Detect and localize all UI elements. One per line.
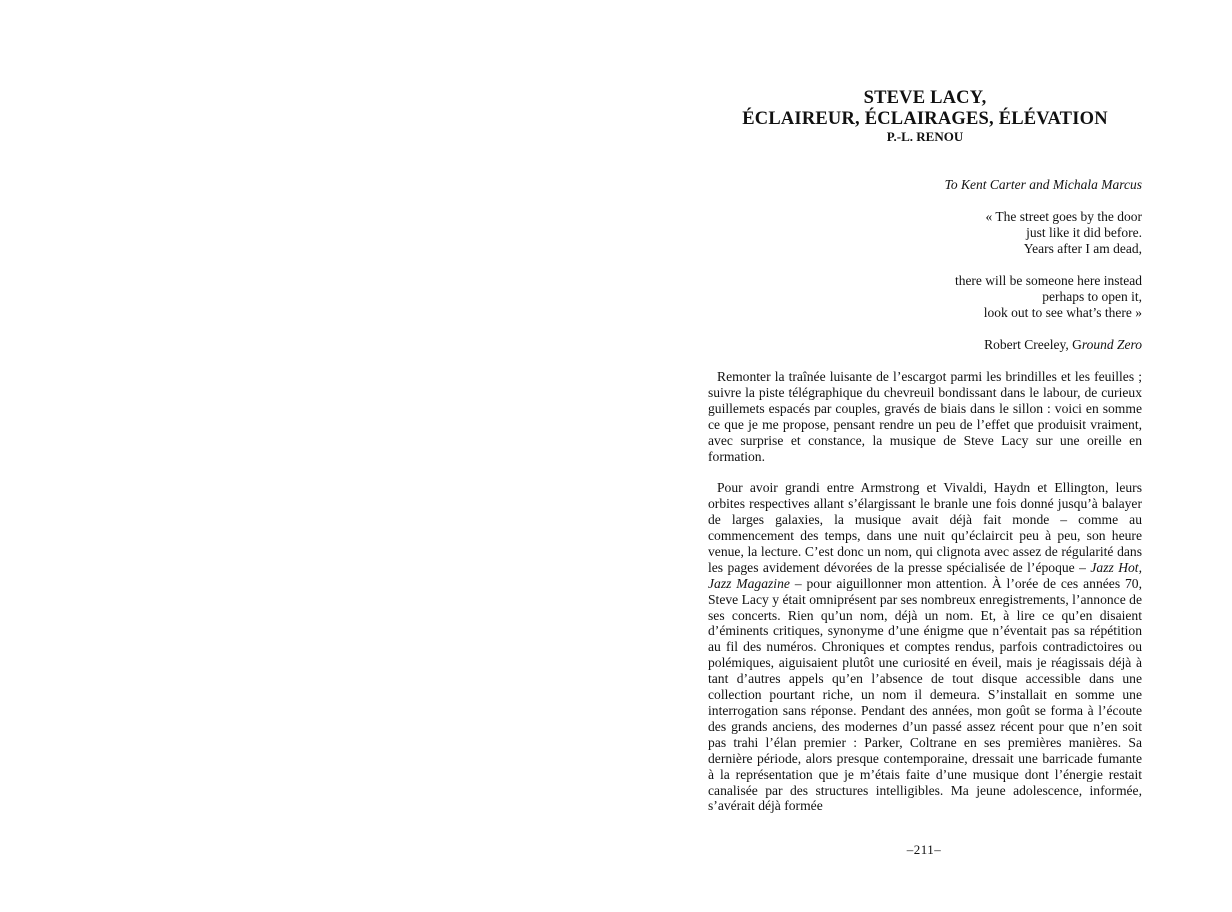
epigraph-line: Years after I am dead, <box>1023 241 1142 256</box>
paragraph-2-text-start: Pour avoir grandi entre Armstrong et Vivaldi, Haydn et Ellington, leurs orbites respectives allant s’élargissant le branle une fois donné jusqu’à balayer de larges galaxies, la musique avait déjà fait monde – comme au commencement des temps, dans une nuit qu’éclaircit peu à peu, son heure venue, la lecture. C’est donc un nom, qui clignota avec assez de régularité dans les pages avidement dévorées de la presse spécialisée de l’époque – <box>708 480 1142 575</box>
text-column <box>708 88 1142 814</box>
attribution-work: round Zero <box>1081 337 1142 352</box>
body-paragraph-1: Remonter la traînée luisante de l’escargot parmi les brindilles et les feuilles ; suivre la piste télégraphique du chevreuil bondissant dans le labour, de curieux guillemets espacés par couples, gravés de biais dans le sillon : voici en somme ce que je me propose, pensant rendre un peu de l’effet que produisit vraiment, avec surprise et constance, la musique de Steve Lacy sur une oreille en formation. <box>708 369 1142 464</box>
epigraph-line: look out to see what’s there » <box>983 305 1142 320</box>
author-name: P.-L. RENOU <box>886 129 964 144</box>
magazine-titles: Jazz Hot, Jazz Magazine <box>708 559 1142 591</box>
epigraph-line: « The street goes by the door <box>985 209 1142 224</box>
epigraph-stanza-2 <box>708 273 1142 321</box>
epigraph-line: perhaps to open it, <box>1042 289 1142 304</box>
body-paragraph-2 <box>708 480 1142 814</box>
epigraph <box>708 209 1142 353</box>
title-line-1: STEVE LACY, <box>863 88 987 108</box>
page-number: –211– <box>906 842 942 857</box>
epigraph-stanza-1 <box>708 209 1142 257</box>
epigraph-attribution <box>708 337 1142 353</box>
right-page <box>616 0 1232 912</box>
paragraph-2-text-rest: – pour aiguillonner mon attention. À l’orée de ces années 70, Steve Lacy y était omniprésent par ses nombreux enregistrements, l’annonce de ses concerts. Rien qu’un nom, déjà un nom. Et, à lire ce qu’en disaient d’éminents critiques, synonyme d’une énigme que n’éventait pas sa répétition au fil des numéros. Chroniques et comptes rendus, parfois contradictoires ou polémiques, aiguisaient plutôt une curiosité en éveil, mais je réagissais déjà à tant d’autres appels qu’en l’absence de tout disque accessible dans une collection pourtant riche, un nom il demeura. S’installait en somme une interrogation sans réponse. Pendant des années, mon goût se forma à l’écoute des grands anciens, des modernes d’un passé assez récent pour que n’en soit pas trahi l’élan premier : Parker, Coltrane en ses premières manières. Sa dernière période, alors presque contemporaine, dressait une barricade fumante à la représentation que je m’étais faite d’une musique dont l’énergie restait canalisée par des structures intelligibles. Ma jeune adolescence, informée, s’avérait déjà formée <box>708 575 1142 814</box>
dedication: To Kent Carter and Michala Marcus <box>944 177 1142 192</box>
title-block <box>708 88 1142 145</box>
epigraph-line: there will be someone here instead <box>954 273 1142 288</box>
attribution-author: Robert Creeley, G <box>984 337 1082 352</box>
epigraph-line: just like it did before. <box>1026 225 1142 240</box>
title-line-2: ÉCLAIREUR, ÉCLAIRAGES, ÉLÉVATION <box>742 109 1108 129</box>
